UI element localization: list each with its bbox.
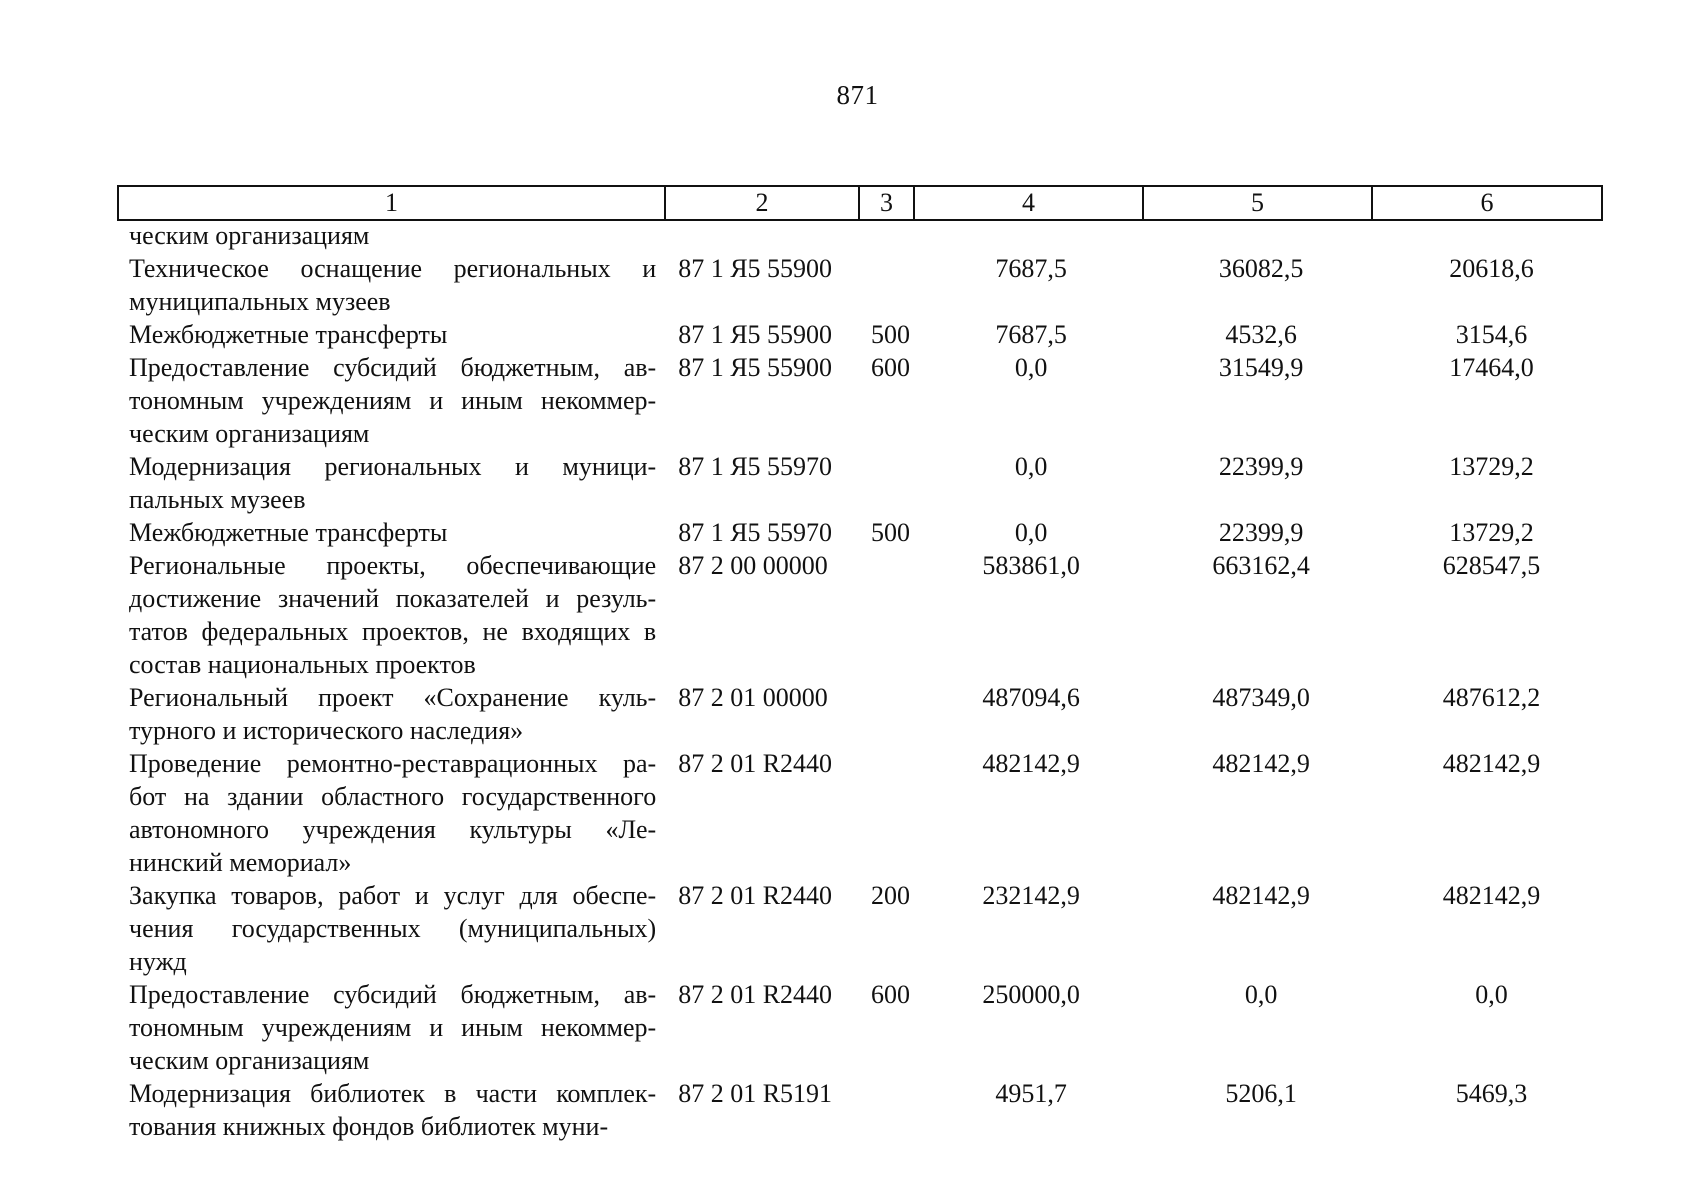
table-row (117, 516, 1607, 549)
row-name (117, 978, 666, 1077)
row-name-line: чения государственных (муниципальных) (129, 914, 657, 943)
row-value-col6: 3154,6 (1455, 320, 1528, 349)
row-name-line: нужд (129, 947, 187, 976)
row-value-col6 (1376, 219, 1607, 252)
header-col-6: 6 (1372, 186, 1602, 220)
row-name-line: Региональный проект «Сохранение куль- (129, 683, 657, 712)
row-value-col4: 250000,0 (982, 980, 1080, 1009)
row-code: 87 2 01 R2440 (678, 980, 833, 1009)
row-name (117, 318, 666, 351)
row-code: 87 2 01 R2440 (678, 881, 833, 910)
row-name (117, 219, 666, 252)
row-name-line: ческим организациям (129, 419, 370, 448)
table-row (117, 549, 1607, 681)
row-group: 500 (870, 518, 910, 547)
row-name-line: Проведение ремонтно-реставрационных ра- (129, 749, 657, 778)
row-value-col6: 20618,6 (1449, 254, 1534, 283)
table-row (117, 1077, 1607, 1143)
row-value-col5: 487349,0 (1212, 683, 1310, 712)
row-group: 600 (870, 353, 910, 382)
row-group (861, 681, 916, 747)
row-name-line: Предоставление субсидий бюджетным, ав- (129, 353, 657, 382)
row-value-col5: 4532,6 (1225, 320, 1297, 349)
row-name-line: достижение значений показателей и резуль- (129, 584, 657, 613)
row-group (861, 219, 916, 252)
table-row (117, 879, 1607, 978)
row-name (117, 516, 666, 549)
row-value-col5 (1146, 219, 1376, 252)
row-value-col6: 482142,9 (1442, 749, 1541, 778)
row-code: 87 2 01 R5191 (678, 1079, 833, 1108)
budget-table-body (117, 219, 1607, 1143)
row-name-line: Модернизация региональных и муници- (129, 452, 657, 481)
row-group (861, 549, 916, 681)
row-group (861, 747, 916, 879)
row-name-line: Межбюджетные трансферты (129, 518, 448, 547)
row-name-line: нинский мемориал» (129, 848, 352, 877)
row-value-col4: 482142,9 (982, 749, 1080, 778)
header-col-1: 1 (118, 186, 665, 220)
table-row (117, 681, 1607, 747)
row-name-line: тономным учреждениям и иным некоммер- (129, 1013, 657, 1042)
header-col-2: 2 (665, 186, 859, 220)
row-value-col5: 0,0 (1244, 980, 1278, 1009)
table-row (117, 747, 1607, 879)
row-value-col6: 628547,5 (1442, 551, 1541, 580)
row-name-line: татов федеральных проектов, не входящих в (129, 617, 657, 646)
row-value-col6: 17464,0 (1449, 353, 1534, 382)
row-name-line: Закупка товаров, работ и услуг для обеспе- (129, 881, 657, 910)
row-code: 87 2 00 00000 (678, 551, 828, 580)
row-code: 87 1 Я5 55970 (678, 518, 833, 547)
row-name-line: Техническое оснащение региональных и (129, 254, 657, 283)
row-name-line: ческим организациям (129, 221, 370, 250)
row-name-line: автономного учреждения культуры «Ле- (129, 815, 657, 844)
row-value-col4: 7687,5 (995, 320, 1067, 349)
row-group (861, 252, 916, 318)
row-value-col6: 487612,2 (1442, 683, 1541, 712)
row-value-col6: 0,0 (1475, 980, 1508, 1009)
table-row (117, 450, 1607, 516)
row-name-line: Региональные проекты, обеспечивающие (129, 551, 657, 580)
row-value-col4: 583861,0 (982, 551, 1080, 580)
row-code: 87 1 Я5 55970 (678, 452, 833, 481)
table-row (117, 351, 1607, 450)
table-row (117, 252, 1607, 318)
row-value-col5: 31549,9 (1218, 353, 1304, 382)
row-value-col5: 482142,9 (1212, 881, 1310, 910)
row-name-line: турного и исторического наследия» (129, 716, 524, 745)
row-value-col6: 5469,3 (1455, 1079, 1528, 1108)
row-name (117, 549, 666, 681)
row-group (861, 450, 916, 516)
row-value-col5: 36082,5 (1218, 254, 1304, 283)
row-name-line: тования книжных фондов библиотек муни- (129, 1112, 609, 1141)
row-code (666, 219, 861, 252)
header-col-4: 4 (914, 186, 1143, 220)
row-name-line: ческим организациям (129, 1046, 370, 1075)
row-group: 500 (870, 320, 910, 349)
row-value-col4: 232142,9 (982, 881, 1080, 910)
row-group: 600 (870, 980, 910, 1009)
header-col-3: 3 (859, 186, 914, 220)
row-value-col5: 22399,9 (1218, 452, 1304, 481)
row-code: 87 1 Я5 55900 (678, 254, 833, 283)
row-name-line: пальных музеев (129, 485, 306, 514)
row-name (117, 879, 666, 978)
row-value-col5: 663162,4 (1212, 551, 1310, 580)
row-name-line: состав национальных проектов (129, 650, 476, 679)
row-name-line: Предоставление субсидий бюджетным, ав- (129, 980, 657, 1009)
row-name-line: муниципальных музеев (129, 287, 391, 316)
row-name (117, 450, 666, 516)
row-name-line: бот на здании областного государственного (129, 782, 657, 811)
row-name (117, 252, 666, 318)
row-value-col4: 0,0 (1014, 518, 1048, 547)
row-value-col5: 5206,1 (1225, 1079, 1297, 1108)
row-name (117, 351, 666, 450)
row-name-line: Межбюджетные трансферты (129, 320, 448, 349)
table-row (117, 978, 1607, 1077)
row-value-col4: 0,0 (1014, 452, 1048, 481)
row-value-col5: 22399,9 (1218, 518, 1304, 547)
header-col-5: 5 (1143, 186, 1372, 220)
row-code: 87 2 01 R2440 (678, 749, 833, 778)
row-code: 87 1 Я5 55900 (678, 353, 833, 382)
table-row (117, 318, 1607, 351)
table-header (117, 185, 1603, 221)
page-number: 871 (836, 80, 879, 110)
row-name (117, 747, 666, 879)
row-name (117, 1077, 666, 1143)
row-group: 200 (870, 881, 910, 910)
row-value-col6: 13729,2 (1449, 452, 1534, 481)
row-name-line: тономным учреждениям и иным некоммер- (129, 386, 657, 415)
row-code: 87 1 Я5 55900 (678, 320, 833, 349)
row-name (117, 681, 666, 747)
row-value-col4: 487094,6 (982, 683, 1080, 712)
row-name-line: Модернизация библиотек в части комплек- (129, 1079, 657, 1108)
row-value-col6: 13729,2 (1449, 518, 1534, 547)
table-row (117, 219, 1607, 252)
row-value-col5: 482142,9 (1212, 749, 1310, 778)
row-code: 87 2 01 00000 (678, 683, 828, 712)
row-value-col4 (916, 219, 1146, 252)
row-value-col6: 482142,9 (1442, 881, 1541, 910)
row-value-col4: 7687,5 (995, 254, 1067, 283)
row-value-col4: 0,0 (1014, 353, 1048, 382)
row-value-col4: 4951,7 (995, 1079, 1067, 1108)
row-group (861, 1077, 916, 1143)
